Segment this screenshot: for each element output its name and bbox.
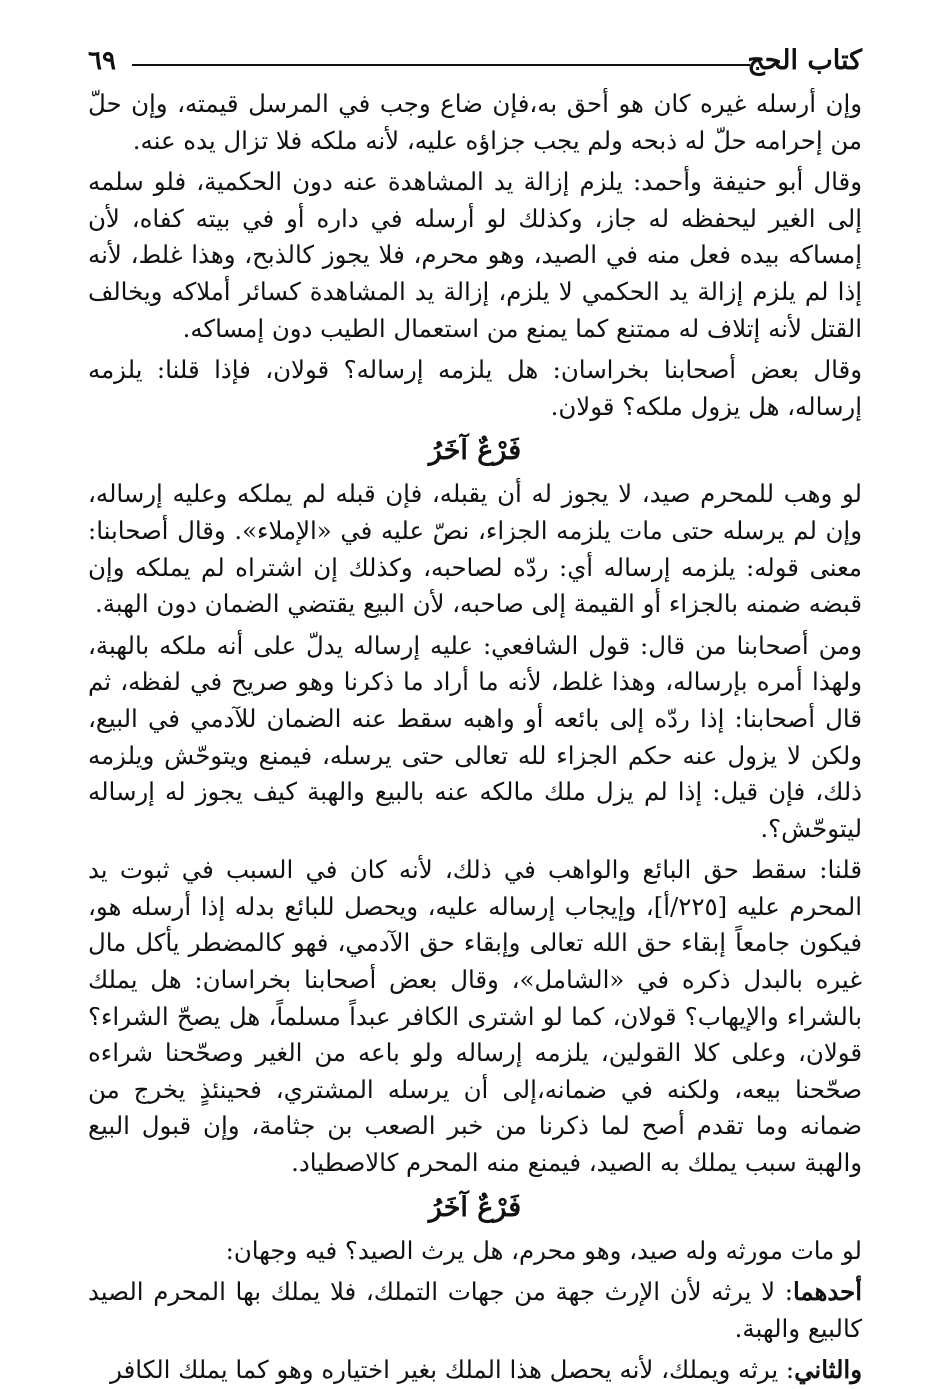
paragraph-1: وإن أرسله غيره كان هو أحق به،فإن ضاع وجب في المرسل قيمته، وإن حلّ من إحرامه حلّ له ذبحه ولم يجب جزاؤه عليه، لأنه ملكه فلا تزال يده عنه. — [88, 89, 862, 155]
paragraph-8-text: : لا يرثه لأن الإرث جهة من جهات التملك، فلا يملك بها المحرم الصيد كالبيع والهبة. — [88, 1277, 862, 1343]
paragraph-9 — [88, 1352, 862, 1389]
paragraph-8 — [88, 1274, 862, 1347]
paragraph-4: لو وهب للمحرم صيد، لا يجوز له أن يقبله، فإن قبله لم يملكه وعليه إرساله، وإن لم يرسله حتى مات يلزمه الجزاء، نصّ عليه في «الإملاء». وقال أصحابنا: معنى قوله: يلزمه إرساله أي: ردّه لصاحبه، وكذلك إن اشتراه لم يملكه وإن قبضه ضمنه بالجزاء أو القيمة إلى صاحبه، لأن البيع يقتضي الضمان دون الهبة. — [88, 479, 862, 619]
page-body — [88, 86, 862, 1389]
paragraph-3: وقال بعض أصحابنا بخراسان: هل يلزمه إرساله؟ قولان، فإذا قلنا: يلزمه إرساله، هل يزول ملكه؟ قولان. — [88, 355, 862, 421]
paragraph-5: ومن أصحابنا من قال: قول الشافعي: عليه إرساله يدلّ على أنه ملكه بالهبة، ولهذا أمره بإرساله، وهذا غلط، لأنه ما أراد ما ذكرنا وهو صريح في لفظه، ثم قال أصحابنا: إذا ردّه إلى بائعه أو واهبه سقط عنه الضمان للآدمي في البيع، ولكن لا يزول عنه حكم الجزاء لله تعالى حتى يرسله، فيمنع ويتوحّش ويلزمه ذلك، فإن قيل: إذا لم يزل ملك مالكه عنه بالبيع والهبة كيف يجوز له إرساله ليتوحّش؟. — [88, 630, 862, 843]
section-heading-2: فَرْعٌ آخَرُ — [428, 1191, 522, 1223]
page-number: ٦٩ — [88, 46, 116, 76]
paragraph-2: وقال أبو حنيفة وأحمد: يلزم إزالة يد المشاهدة عنه دون الحكمية، فلو سلمه إلى الغير ليحفظه له جاز، وكذلك لو أرسله في داره أو في بيته كفاه، لأن إمساكه بيده فعل منه في الصيد، وهو محرم، فلا يجوز كالذبح، وهذا غلط، لأنه إذا لم يلزم إزالة يد الحكمي لا يلزم، إزالة يد المشاهدة كسائر أملاكه ويخالف القتل لأنه إتلاف له ممتنع كما يمنع من استعمال الطيب دون إمساكه. — [88, 167, 862, 343]
paragraph-9-text: : يرثه ويملك، لأنه يحصل هذا الملك بغير اختياره وهو كما يملك الكافر — [110, 1355, 795, 1385]
paragraph-7: لو مات مورثه وله صيد، وهو محرم، هل يرث الصيد؟ فيه وجهان: — [225, 1235, 862, 1265]
paragraph-6: قلنا: سقط حق البائع والواهب في ذلك، لأنه كان في السبب في ثبوت يد المحرم عليه [٢٢٥/أ]، وإيجاب إرساله عليه، ويحصل للبائع بدله إذا أرسله هو، فيكون جامعاً إبقاء حق الله تعالى وإبقاء حق الآدمي، فهو كالمضطر يأكل مال غيره بالبدل ذكره في «الشامل»، وقال بعض أصحابنا بخراسان: هل يملك بالشراء والإيهاب؟ قولان، كما لو اشترى الكافر عبداً مسلماً، هل يصحّ الشراء؟ قولان، وعلى كلا القولين، يلزمه إرساله ولو باعه من الغير وصحّحنا شراءه صحّحنا بيعه، ولكنه في ضمانه،إلى أن يرسله المشتري، فحينئذٍ يخرج من ضمانه وما تقدم أصح لما ذكرنا من خبر الصعب بن جثامة، وإن قبول البيع والهبة سبب يملك به الصيد، فيمنع منه المحرم كالاصطياد. — [88, 855, 863, 1178]
paragraph-8-lead: أحدهما — [792, 1277, 862, 1307]
header-rule — [132, 64, 750, 66]
paragraph-9-lead: والثاني — [794, 1355, 862, 1385]
book-title: كتاب الحج — [747, 45, 862, 76]
page-header — [88, 44, 862, 80]
section-heading-1: فَرْعٌ آخَرُ — [428, 435, 522, 467]
